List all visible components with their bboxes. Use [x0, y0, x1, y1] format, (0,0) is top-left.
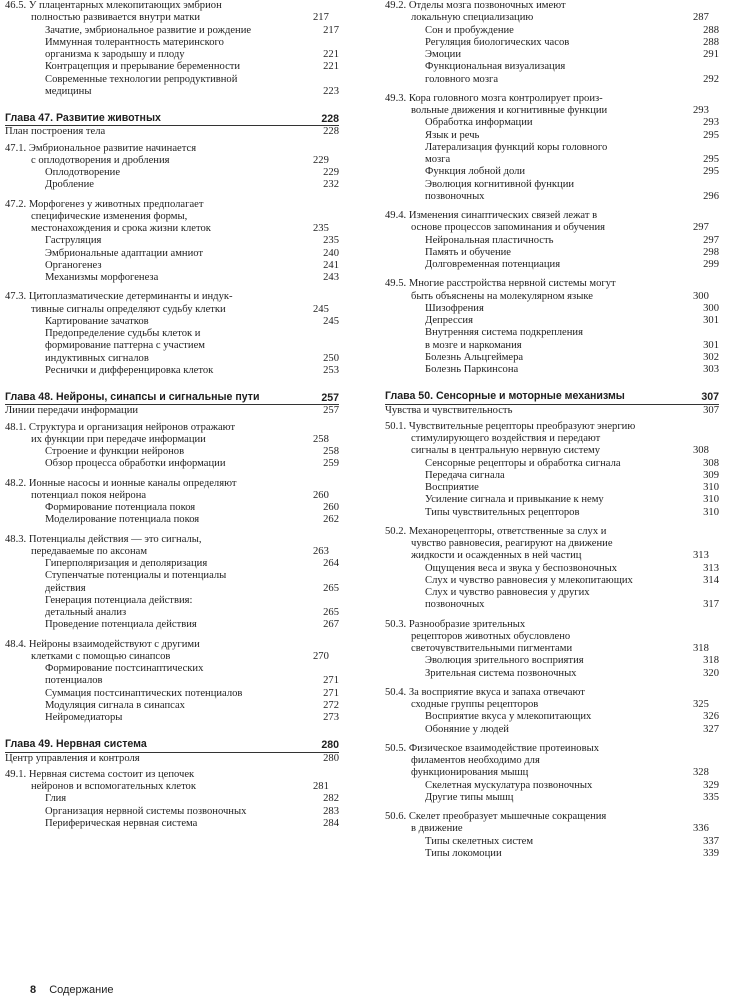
toc-entry-page: 260: [323, 502, 339, 513]
toc-entry: [5, 700, 339, 712]
toc-entry: [5, 260, 339, 272]
toc-entry: [385, 166, 719, 178]
toc-entry-page: 240: [323, 247, 339, 259]
toc-entry: [5, 514, 339, 526]
toc-entry-title: Память и обучение: [425, 246, 512, 258]
toc-entry-title: Долговременная потенциация: [425, 259, 561, 270]
toc-entry-title: Формирование постсинаптических потенциалов: [45, 663, 204, 687]
toc-entry-title: Модуляция сигнала в синапсах: [45, 699, 185, 711]
toc-entry: 49.5. Многие расстройства нервной системы могут быть объяснены на молекулярном языке 300: [385, 278, 719, 303]
toc-entry: [5, 446, 339, 458]
toc-entry-title: Генерация потенциала действия: детальный анализ: [45, 594, 193, 618]
toc-entry: [385, 494, 719, 506]
toc-entry-title: Латерализация функций коры головного мозга: [425, 141, 608, 165]
toc-entry-title: Сенсорные рецепторы и обработка сигнала: [425, 457, 621, 469]
toc-entry-page: 271: [323, 687, 339, 699]
toc-entry-page: 259: [323, 458, 339, 470]
toc-entry-title: 49.4. Изменения синаптических связей лежат в основе процессов запоминания и обучения: [385, 210, 606, 234]
toc-entry-title: Организация нервной системы позвоночных: [45, 805, 247, 817]
toc-entry: [5, 753, 339, 765]
toc-entry-title: Контрацепция и прерывание беременности: [45, 61, 241, 73]
toc-entry-page: 307: [703, 404, 719, 416]
toc-entry: [385, 247, 719, 259]
toc-entry: [5, 328, 339, 365]
toc-entry: 48.3. Потенциалы действия — это сигналы, передаваемые по аксонам 263: [5, 534, 339, 559]
toc-entry-title: Сон и пробуждение: [425, 24, 514, 36]
toc-entry-title: Слух и чувство равновесия у млекопитающих: [425, 574, 633, 586]
footer-label: Содержание: [49, 984, 114, 996]
toc-entry-title: Типы скелетных систем: [425, 835, 534, 847]
toc-entry: [385, 724, 719, 736]
toc-entry: [385, 117, 719, 129]
toc-entry-page: 329: [703, 779, 719, 791]
toc-entry: [5, 235, 339, 247]
toc-entry-page: 308: [703, 457, 719, 469]
toc-entry-page: 217: [323, 24, 339, 36]
toc-entry: [385, 37, 719, 49]
toc-entry: [5, 570, 339, 595]
toc-entry-page: 257: [321, 392, 339, 404]
toc-entry-title: Ступенчатые потенциалы и потенциалы действия: [45, 570, 227, 594]
toc-entry-page: 314: [703, 574, 719, 586]
toc-entry: [385, 315, 719, 327]
toc-entry-page: 265: [323, 607, 339, 618]
toc-entry-title: Предопределение судьбы клеток и формирование паттерна с участием индуктивных сигналов: [45, 328, 205, 364]
toc-entry-page: 337: [703, 835, 719, 847]
toc-entry: [5, 806, 339, 818]
toc-entry: [5, 272, 339, 284]
toc-entry-title: План построения тела: [5, 126, 106, 138]
toc-entry: [5, 663, 339, 688]
toc-entry-title: 47.1. Эмбриональное развитие начинается с оплодотворения и дробления: [5, 142, 197, 166]
chapter-heading: [385, 390, 719, 404]
toc-entry: 47.1. Эмбриональное развитие начинается с оплодотворения и дробления 229: [5, 143, 339, 168]
toc-entry: [5, 793, 339, 805]
toc-entry: [5, 167, 339, 179]
toc-entry-title: Шизофрения: [425, 302, 484, 314]
toc-entry-title: Периферическая нервная система: [45, 817, 198, 829]
toc-entry: [385, 668, 719, 680]
toc-entry: [385, 405, 719, 417]
toc-entry: [385, 655, 719, 667]
toc-entry: [385, 458, 719, 470]
toc-entry-page: 293: [703, 117, 719, 129]
toc-entry-page: 258: [323, 446, 339, 457]
toc-entry-title: Язык и речь: [425, 129, 480, 141]
toc-entry-title: Типы чувствительных рецепторов: [425, 506, 580, 518]
toc-entry: 49.3. Кора головного мозга контролирует произ- вольные движения и когнитивные функции 293: [385, 93, 719, 118]
toc-entry-page: 280: [321, 739, 339, 752]
toc-entry: [385, 303, 719, 315]
toc-entry-page: 284: [323, 817, 339, 829]
toc-entry-title: 48.4. Нейроны взаимодействуют с другими клетками с помощью синапсов: [5, 638, 200, 662]
toc-entry-page: 297: [703, 234, 719, 246]
toc-entry-title: Обзор процесса обработки информации: [45, 458, 226, 470]
toc-entry-title: Регуляция биологических часов: [425, 36, 570, 48]
toc-entry-page: 301: [703, 339, 719, 351]
toc-entry: [5, 595, 339, 620]
toc-entry: [5, 61, 339, 73]
toc-entry-page: 339: [703, 847, 719, 859]
toc-entry: 50.4. За восприятие вкуса и запаха отвечают сходные группы рецепторов 325: [385, 687, 719, 712]
toc-entry-title: Эволюция зрительного восприятия: [425, 655, 584, 667]
toc-entry-title: Гаструляция: [45, 235, 102, 247]
toc-entry-title: Слух и чувство равновесия у других позвоночных: [425, 587, 590, 611]
toc-entry-page: 267: [323, 619, 339, 631]
toc-entry: [385, 507, 719, 519]
toc-entry-page: 245: [323, 315, 339, 327]
toc-entry-page: 295: [703, 166, 719, 178]
toc-entry-page: 307: [701, 391, 719, 404]
toc-entry-title: Ощущения веса и звука у беспозвоночных: [425, 562, 618, 574]
toc-entry-page: 235: [323, 235, 339, 247]
toc-entry: 48.1. Структура и организация нейронов отражают их функции при передаче информации 258: [5, 422, 339, 447]
toc-entry-title: Моделирование потенциала покоя: [45, 514, 200, 526]
toc-entry-page: 253: [323, 364, 339, 376]
toc-entry-title: 50.4. За восприятие вкуса и запаха отвечают сходные группы рецепторов: [385, 686, 585, 710]
toc-entry: 50.1. Чувствительные рецепторы преобразуют энергию стимулирующего воздействия и передают сигналы в центральную нервную систему 308: [385, 421, 719, 458]
toc-entry: [385, 482, 719, 494]
toc-entry-title: Передача сигнала: [425, 469, 505, 481]
toc-entry: [5, 458, 339, 470]
toc-entry-title: 49.1. Нервная система состоит из цепочек нейронов и вспомогательных клеток: [5, 768, 196, 792]
toc-entry: 46.5. У плацентарных млекопитающих эмбрион полностью развивается внутри матки 217: [5, 0, 339, 25]
toc-entry: 48.4. Нейроны взаимодействуют с другими клетками с помощью синапсов 270: [5, 639, 339, 664]
toc-entry-page: 327: [703, 723, 719, 735]
toc-entry: [385, 179, 719, 204]
toc-entry-title: Другие типы мышц: [425, 791, 514, 803]
toc-entry: [5, 37, 339, 62]
toc-entry-title: 50.2. Механорецепторы, ответственные за слух и чувство равновесия, реагируют на движение жидкости и осажденных в ней частиц: [385, 525, 613, 562]
toc-entry-title: Эволюция когнитивной функции позвоночных: [425, 178, 575, 202]
toc-entry: [385, 780, 719, 792]
toc-entry-title: Центр управления и контроля: [5, 752, 140, 764]
toc-entry-title: Депрессия: [425, 315, 473, 326]
toc-entry-page: 318: [703, 655, 719, 667]
toc-entry: 50.2. Механорецепторы, ответственные за слух и чувство равновесия, реагируют на движение жидкости и осажденных в ней частиц 313: [385, 526, 719, 563]
toc-entry: [5, 365, 339, 377]
toc-entry-title: Строение и функции нейронов: [45, 446, 185, 457]
toc-entry-page: 309: [703, 469, 719, 481]
toc-entry-page: 335: [703, 791, 719, 803]
toc-entry-title: Зачатие, эмбриональное развитие и рождение: [45, 24, 252, 36]
toc-entry-title: Глава 47. Развитие животных: [5, 112, 161, 124]
toc-entry-title: Болезнь Паркинсона: [425, 364, 519, 375]
toc-entry-page: 288: [703, 24, 719, 36]
toc-entry-title: Внутренняя система подкрепления в мозге и наркомания: [425, 327, 583, 351]
toc-entry-title: Суммация постсинаптических потенциалов: [45, 687, 243, 699]
toc-entry-page: 265: [323, 582, 339, 594]
toc-entry-title: Эмоции: [425, 49, 462, 60]
toc-entry: [5, 25, 339, 37]
toc-entry-page: 310: [703, 482, 719, 493]
toc-entry-title: Нейромедиаторы: [45, 712, 123, 723]
toc-entry-title: Болезнь Альцгеймера: [425, 351, 524, 363]
toc-entry-page: 310: [703, 506, 719, 518]
toc-entry-page: 313: [703, 562, 719, 574]
toc-entry-title: Скелетная мускулатура позвоночных: [425, 779, 593, 791]
toc-entry-page: 326: [703, 711, 719, 723]
toc-entry-title: 50.6. Скелет преобразует мышечные сокращения в движение: [385, 811, 607, 835]
toc-entry-title: Глава 49. Нервная система: [5, 738, 147, 751]
toc-entry-title: Современные технологии репродуктивной медицины: [45, 73, 238, 97]
toc-entry-page: 310: [703, 494, 719, 506]
toc-entry-title: Глава 50. Сенсорные и моторные механизмы: [385, 390, 625, 403]
toc-entry-title: Дробление: [45, 179, 94, 191]
toc-entry-page: 221: [323, 49, 339, 60]
toc-entry: [5, 558, 339, 570]
toc-entry: [385, 49, 719, 61]
toc-entry: [385, 130, 719, 142]
toc-entry: [5, 818, 339, 830]
toc-entry-page: 288: [703, 36, 719, 48]
toc-entry-title: 49.5. Многие расстройства нервной системы могут быть объяснены на молекулярном языке: [385, 278, 616, 302]
toc-entry-title: Усиление сигнала и привыкание к нему: [425, 494, 604, 506]
toc-entry: 49.1. Нервная система состоит из цепочек нейронов и вспомогательных клеток 281: [5, 769, 339, 794]
toc-entry-title: 47.3. Цитоплазматические детерминанты и индук- тивные сигналы определяют судьбу клетки: [5, 291, 233, 315]
toc-entry-title: Иммунная толерантность материнского организма к зародышу и плоду: [45, 36, 224, 60]
toc-entry: [5, 179, 339, 191]
toc-entry-page: 280: [323, 752, 339, 764]
toc-entry-title: Эмбриональные адаптации амниот: [45, 247, 204, 259]
toc-entry: [5, 74, 339, 99]
page-number: 8: [30, 984, 37, 996]
toc-entry: [385, 587, 719, 612]
toc-entry: 47.3. Цитоплазматические детерминанты и индук- тивные сигналы определяют судьбу клетки 245: [5, 291, 339, 316]
toc-entry-title: Реснички и дифференцировка клеток: [45, 364, 214, 376]
toc-entry-title: Картирование зачатков: [45, 315, 149, 327]
toc-entry: [385, 711, 719, 723]
toc-entry: [5, 619, 339, 631]
toc-entry: [385, 235, 719, 247]
toc-entry: [5, 405, 339, 417]
toc-entry: [385, 61, 719, 86]
toc-entry-page: 282: [323, 793, 339, 805]
toc-entry-title: Механизмы морфогенеза: [45, 272, 159, 283]
chapter-heading: [5, 112, 339, 126]
toc-entry-title: Чувства и чувствительность: [385, 404, 513, 416]
toc-entry-page: 228: [321, 113, 339, 125]
toc-entry-title: Оплодотворение: [45, 167, 121, 178]
toc-entry-title: Линии передачи информации: [5, 405, 139, 417]
toc-entry-page: 302: [703, 351, 719, 363]
toc-entry-page: 320: [703, 667, 719, 679]
toc-entry-title: Зрительная система позвоночных: [425, 667, 577, 679]
toc-entry-page: 221: [323, 61, 339, 73]
toc-entry: [385, 142, 719, 167]
toc-entry: 47.2. Морфогенез у животных предполагает специфические изменения формы, местонахождения и срока жизни клеток 235: [5, 199, 339, 236]
toc-entry: [385, 836, 719, 848]
toc-entry-page: 317: [703, 599, 719, 611]
toc-entry-page: 295: [703, 154, 719, 165]
toc-entry: 50.3. Разнообразие зрительных рецепторов животных обусловлено светочувствительными пигментами 318: [385, 619, 719, 656]
toc-entry-title: Восприятие: [425, 482, 479, 493]
toc-entry-page: 301: [703, 315, 719, 326]
toc-entry-title: Обработка информации: [425, 117, 533, 129]
toc-entry-title: Глава 48. Нейроны, синапсы и сигнальные пути: [5, 391, 260, 403]
toc-entry-title: 50.1. Чувствительные рецепторы преобразуют энергию стимулирующего воздействия и передают сигналы в центральную нервную систему: [385, 420, 636, 457]
toc-entry-page: 223: [323, 85, 339, 97]
toc-entry: [385, 327, 719, 352]
toc-entry-page: 264: [323, 558, 339, 569]
toc-entry: 50.6. Скелет преобразует мышечные сокращения в движение 336: [385, 811, 719, 836]
toc-entry: 49.4. Изменения синаптических связей лежат в основе процессов запоминания и обучения 297: [385, 210, 719, 235]
toc-entry-title: 50.3. Разнообразие зрительных рецепторов животных обусловлено светочувствительными пигментами: [385, 618, 573, 654]
toc-entry-page: 292: [703, 73, 719, 85]
toc-entry: [385, 563, 719, 575]
toc-entry-page: 243: [323, 272, 339, 283]
page-footer: [30, 984, 113, 996]
toc-entry-page: 298: [703, 246, 719, 258]
toc-entry: [385, 25, 719, 37]
toc-entry-title: 48.1. Структура и организация нейронов отражают их функции при передаче информации: [5, 421, 236, 445]
toc-entry-page: 291: [703, 49, 719, 60]
toc-entry-title: Глия: [45, 793, 67, 805]
chapter-heading: [5, 738, 339, 752]
toc-entry: 50.5. Физическое взаимодействие протеиновых филаментов необходимо для функционирования мышц 328: [385, 743, 719, 780]
toc-entry-title: 49.3. Кора головного мозга контролирует произ- вольные движения и когнитивные функции: [385, 92, 608, 116]
toc-entry: [385, 259, 719, 271]
toc-entry-title: Гиперполяризация и деполяризация: [45, 558, 208, 569]
toc-entry-page: 283: [323, 805, 339, 817]
toc-entry-page: 228: [323, 126, 339, 138]
toc-entry: [385, 470, 719, 482]
toc-entry: [385, 364, 719, 376]
toc-entry-page: 241: [323, 259, 339, 271]
toc-entry-title: Нейрональная пластичность: [425, 234, 554, 246]
toc-entry-title: 46.5. У плацентарных млекопитающих эмбрион полностью развивается внутри матки: [5, 0, 222, 24]
chapter-heading: [5, 391, 339, 405]
toc-entry: [5, 248, 339, 260]
toc-left-column: [5, 0, 339, 830]
toc-entry-page: 229: [323, 167, 339, 178]
toc-entry-title: 47.2. Морфогенез у животных предполагает специфические изменения формы, местонахождения и срока жизни клеток: [5, 198, 211, 234]
toc-entry-page: 296: [703, 190, 719, 202]
toc-entry-page: 232: [323, 179, 339, 191]
toc-entry-title: 48.2. Ионные насосы и ионные каналы определяют потенциал покоя нейрона: [5, 477, 237, 501]
toc-entry-page: 303: [703, 364, 719, 375]
toc-entry-page: 273: [323, 712, 339, 723]
toc-entry-title: Типы локомоции: [425, 847, 502, 859]
toc-entry-page: 250: [323, 352, 339, 364]
toc-entry-title: 50.5. Физическое взаимодействие протеиновых филаментов необходимо для функционирования мышц: [385, 742, 599, 779]
toc-entry-title: Функциональная визуализация головного мозга: [425, 61, 566, 85]
toc-entry-page: 299: [703, 259, 719, 270]
toc-entry-title: Функция лобной доли: [425, 166, 526, 178]
toc-entry-page: 257: [323, 405, 339, 417]
toc-entry: 48.2. Ионные насосы и ионные каналы определяют потенциал покоя нейрона 260: [5, 478, 339, 503]
toc-entry-page: 300: [703, 302, 719, 314]
toc-entry: [5, 688, 339, 700]
toc-entry-page: 271: [323, 675, 339, 687]
toc-entry-page: 272: [323, 699, 339, 711]
toc-entry: [5, 126, 339, 138]
toc-entry: [385, 352, 719, 364]
toc-entry: [385, 792, 719, 804]
toc-entry-title: Формирование потенциала покоя: [45, 502, 196, 513]
toc-entry-page: 262: [323, 514, 339, 526]
toc-entry-title: 48.3. Потенциалы действия — это сигналы, передаваемые по аксонам: [5, 533, 202, 557]
toc-entry: [5, 502, 339, 514]
toc-entry: [385, 575, 719, 587]
toc-entry-page: 295: [703, 129, 719, 141]
toc-entry: [385, 848, 719, 860]
toc-entry-title: Органогенез: [45, 259, 102, 271]
toc-entry: 49.2. Отделы мозга позвоночных имеют локальную специализацию 287: [385, 0, 719, 25]
toc-entry-title: Восприятие вкуса у млекопитающих: [425, 711, 592, 723]
toc-entry: [5, 316, 339, 328]
toc-entry-title: Проведение потенциала действия: [45, 619, 197, 631]
toc-entry-title: Обоняние у людей: [425, 723, 509, 735]
toc-entry-title: 49.2. Отделы мозга позвоночных имеют локальную специализацию: [385, 0, 566, 24]
toc-right-column: [385, 0, 719, 860]
toc-entry: [5, 712, 339, 724]
